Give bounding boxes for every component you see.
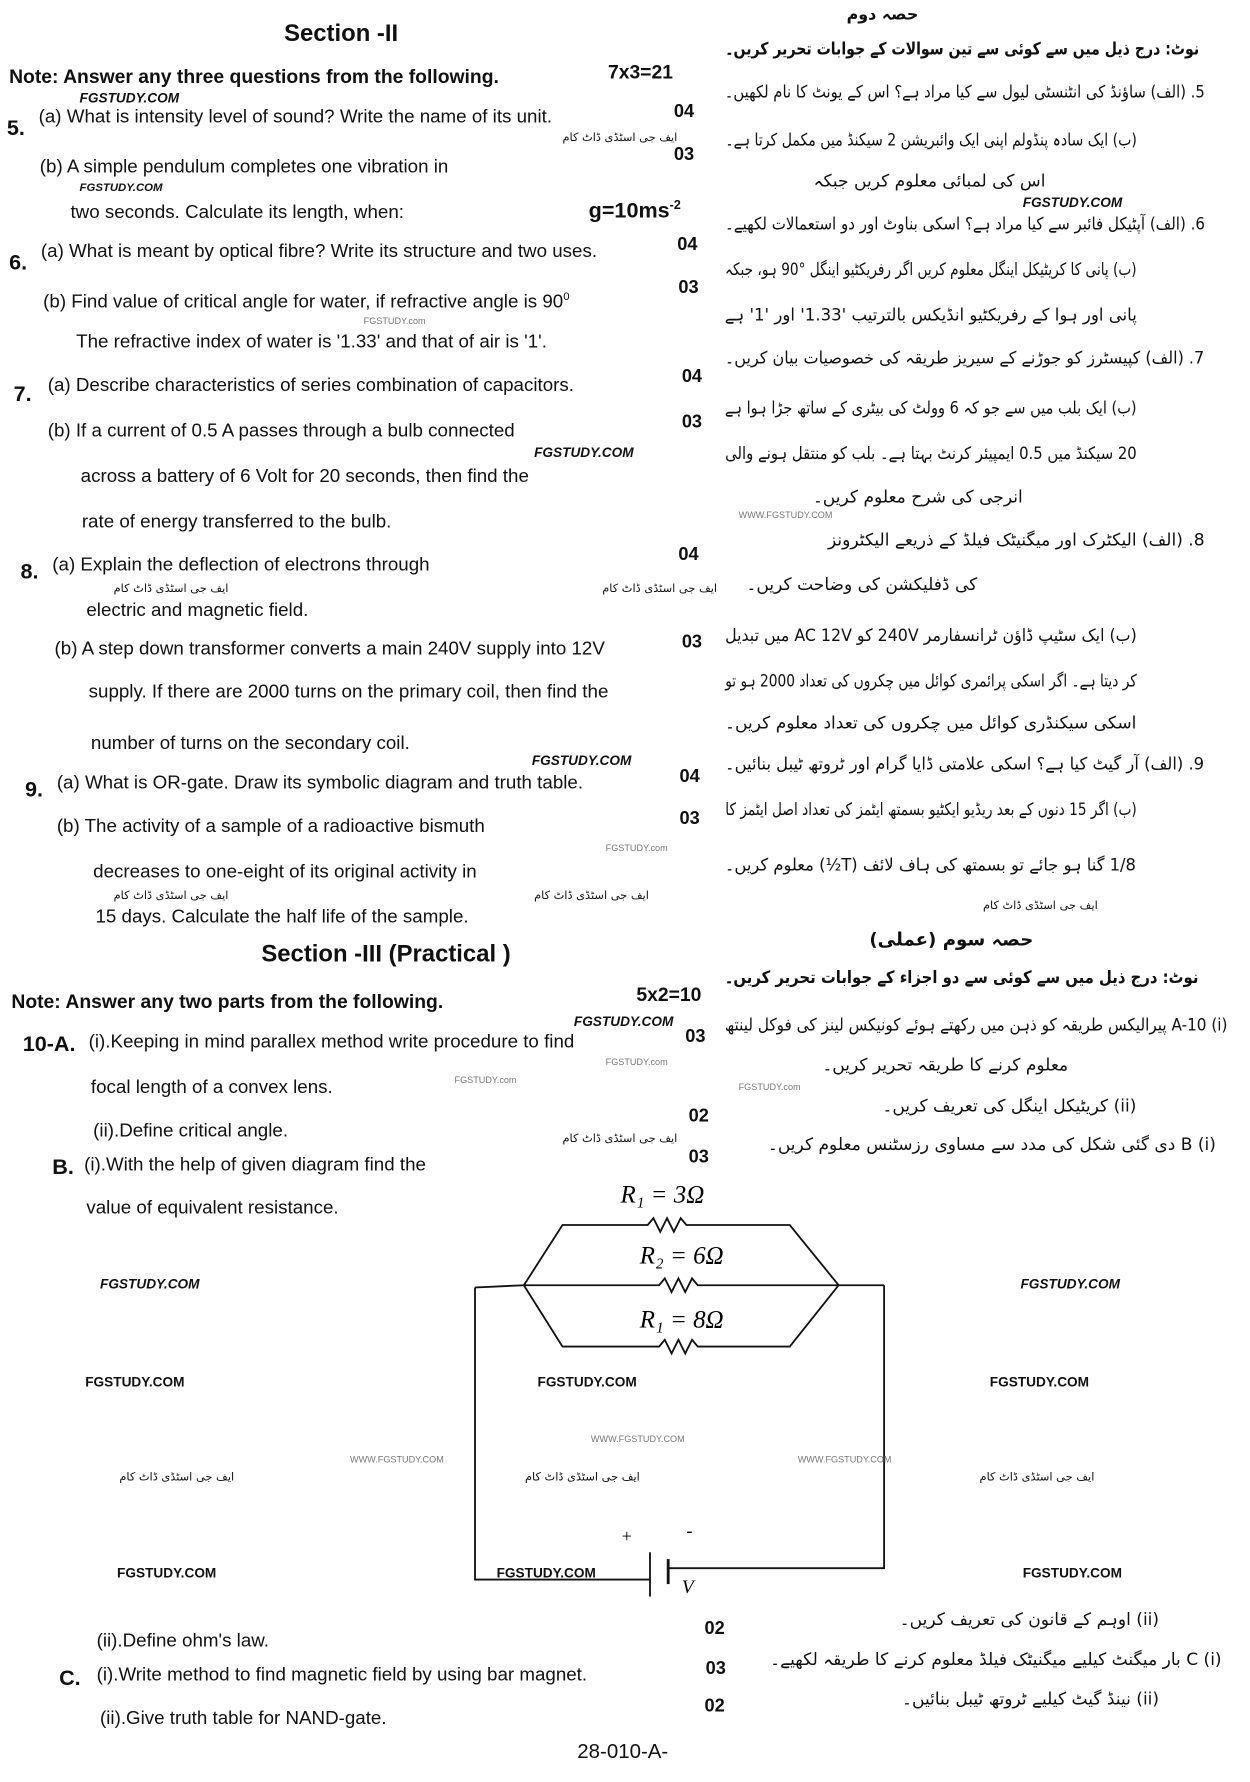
- wire-middle: [475, 1278, 884, 1292]
- urdu-q9a: 9. (الف) آر گیٹ کیا ہے؟ اسکی علامتی ڈایا گرام اور ٹروتھ ٹیبل بنائیں۔: [725, 753, 1205, 774]
- watermark-small: FGSTUDY.com: [363, 315, 426, 327]
- urdu-qb-i: B (i) دی گئی شکل کی مدد سے مساوی رزسٹنس معلوم کریں۔: [767, 1134, 1216, 1155]
- urdu-q8a: 8. (الف) الیکٹرک اور میگنیٹک فیلڈ کے ذریعے الیکٹرونز: [828, 529, 1205, 550]
- urdu-q7b-cont2: انرجی کی شرح معلوم کریں۔: [812, 486, 1023, 507]
- qc-number: C.: [59, 1667, 81, 1691]
- q5-b-marks: 03: [673, 145, 695, 165]
- watermark: FGSTUDY.COM: [1022, 194, 1123, 211]
- watermark: FGSTUDY.COM: [99, 1276, 200, 1293]
- qb-i-marks: 03: [688, 1147, 709, 1168]
- qb-ii-marks: 02: [704, 1619, 725, 1639]
- urdu-q5a: 5. (الف) ساؤنڈ کی انٹنسٹی لیول سے کیا مراد ہے؟ اس کے یونٹ کا نام لکھیں۔: [724, 81, 1205, 103]
- watermark-www: WWW.FGSTUDY.COM: [349, 1454, 444, 1465]
- urdu-q6b: (ب) پانی کا کریٹیکل اینگل معلوم کریں اگر رفریکٹیو اینگل °90 ہو، جبکہ: [724, 259, 1137, 280]
- urdu-q9b: (ب) اگر 15 دنوں کے بعد ریڈیو ایکٹیو بسمتھ ایٹمز کی تعداد اصل ایٹمز کا: [724, 798, 1137, 820]
- gravity-value: g=10ms: [588, 199, 670, 224]
- watermark: FGSTUDY.COM: [534, 444, 634, 461]
- watermark: FGSTUDY.COM: [79, 181, 163, 195]
- section-2-note: Note: Answer any three questions from the following.: [9, 65, 499, 88]
- watermark-small: FGSTUDY.com: [605, 1056, 668, 1068]
- urdu-q8b-cont2: اسکی سیکنڈری کوائل میں چکروں کی تعداد معلوم کریں۔: [725, 712, 1137, 733]
- q6-b-marks: 03: [678, 278, 699, 298]
- urdu-q7b: (ب) ایک بلب میں سے جو کہ 6 وولٹ کی بیٹری کے ساتھ جڑا ہوا ہے: [724, 397, 1137, 419]
- section-3-marks: 5x2=10: [636, 984, 702, 1006]
- q7-b-cont: across a battery of 6 Volt for 20 seconds, then find the: [80, 465, 529, 487]
- watermark-urdu: ایف جی اسٹڈی ڈاٹ کام: [979, 1471, 1095, 1485]
- q8-a-marks: 04: [678, 545, 699, 565]
- q5-a-marks: 04: [673, 102, 695, 122]
- urdu-q9b-cont: 1/8 گنا ہو جائے تو بسمتھ کی ہاف لائف (T½) معلوم کریں۔: [725, 854, 1137, 875]
- q8-b-cont2: number of turns on the secondary coil.: [90, 732, 410, 754]
- q7-a: (a) Describe characteristics of series combination of capacitors.: [47, 374, 574, 396]
- urdu-section-3-note: نوٹ: درج ذیل میں سے کوئی سے دو اجزاء کے جوابات تحریر کریں۔: [725, 967, 1199, 988]
- watermark: FGSTUDY.COM: [573, 1013, 674, 1030]
- watermark-small: FGSTUDY.com: [454, 1074, 517, 1086]
- urdu-q10a-i-cont: معلوم کرنے کا طریقہ تحریر کریں۔: [822, 1054, 1069, 1075]
- degree-sign: 0: [563, 290, 570, 304]
- section-3-title: Section -III (Practical ): [261, 940, 511, 968]
- q10a-ii: (ii).Define critical angle.: [93, 1120, 289, 1141]
- q9-a-marks: 04: [679, 767, 700, 787]
- q6-b-cont: The refractive index of water is '1.33' and that of air is '1'.: [76, 331, 547, 353]
- watermark-www: WWW.FGSTUDY.COM: [797, 1454, 892, 1465]
- watermark-www: WWW.FGSTUDY.COM: [738, 510, 833, 521]
- watermark: FGSTUDY.COM: [1020, 1276, 1120, 1293]
- watermark-small: FGSTUDY.com: [605, 843, 668, 854]
- watermark-urdu: ایف جی اسٹڈی ڈاٹ کام: [562, 131, 678, 145]
- q8-a-cont: electric and magnetic field.: [86, 599, 309, 621]
- watermark-urdu: ایف جی اسٹڈی ڈاٹ کام: [113, 889, 229, 903]
- q8-b-marks: 03: [681, 632, 703, 653]
- watermark: FGSTUDY.COM: [531, 752, 632, 769]
- q7-a-marks: 04: [681, 367, 703, 387]
- q9-b-marks: 03: [679, 809, 700, 829]
- q10a-i: (i).Keeping in mind parallex method write procedure to find: [88, 1031, 575, 1053]
- q9-number: 9.: [24, 778, 44, 803]
- section-2-marks: 7x3=21: [607, 61, 673, 83]
- watermark-urdu: ایف جی اسٹڈی ڈاٹ کام: [562, 1132, 678, 1146]
- q10a-number: 10-A.: [22, 1032, 76, 1057]
- qb-i-cont: value of equivalent resistance.: [86, 1197, 339, 1219]
- battery-plus: +: [620, 1526, 633, 1547]
- watermark-urdu: ایف جی اسٹڈی ڈاٹ کام: [524, 1471, 640, 1485]
- urdu-q6a: 6. (الف) آپٹیکل فائبر سے کیا مراد ہے؟ اسکی بناوٹ اور دو استعمالات لکھیے۔: [724, 213, 1205, 235]
- urdu-q8b-cont: کر دیتا ہے۔ اگر اسکی پرائمری کوائل میں چکروں کی تعداد 2000 ہو تو: [724, 670, 1137, 691]
- q5-number: 5.: [6, 117, 25, 141]
- q7-b-cont2: rate of energy transferred to the bulb.: [81, 511, 392, 532]
- urdu-q6b-cont: پانی اور ہوا کے رفریکٹیو انڈیکس بالترتیب '1.33' اور '1' ہے: [724, 304, 1137, 325]
- gravity-exponent: -2: [669, 198, 681, 213]
- q10a-i-cont: focal length of a convex lens.: [90, 1077, 333, 1098]
- watermark: FGSTUDY.COM: [117, 1564, 217, 1581]
- watermark: FGSTUDY.COM: [989, 1373, 1090, 1390]
- q6-a: (a) What is meant by optical fibre? Write its structure and two uses.: [40, 240, 598, 262]
- paper-code: 28-010-A-: [577, 1739, 669, 1763]
- q8-b-cont: supply. If there are 2000 turns on the primary coil, then find the: [88, 681, 609, 703]
- section-3-note: Note: Answer any two parts from the following.: [11, 990, 444, 1013]
- urdu-qc-i: C (i) بار میگنٹ کیلیے میگنیٹک فیلڈ معلوم کرنے کا طریقہ لکھیے۔: [770, 1648, 1222, 1670]
- urdu-section-2-note: نوٹ: درج ذیل میں سے کوئی سے تین سوالات کے جوابات تحریر کریں۔: [724, 38, 1199, 60]
- watermark-urdu: ایف جی اسٹڈی ڈاٹ کام: [119, 1471, 235, 1485]
- r1-label: R₁ = 3Ω: [620, 1181, 705, 1209]
- q5-b: (b) A simple pendulum completes one vibration in: [39, 156, 449, 178]
- watermark: FGSTUDY.COM: [85, 1373, 185, 1390]
- urdu-q10a-ii: (ii) کریٹیکل اینگل کی تعریف کریں۔: [882, 1095, 1137, 1116]
- q7-b-marks: 03: [681, 412, 703, 432]
- watermark-www: WWW.FGSTUDY.COM: [590, 1434, 685, 1445]
- q8-b: (b) A step down transformer converts a main 240V supply into 12V: [54, 638, 605, 660]
- qb-number: B.: [52, 1155, 74, 1180]
- urdu-qb-ii: (ii) اوہم کے قانون کی تعریف کریں۔: [899, 1609, 1160, 1630]
- q8-a: (a) Explain the deflection of electrons through: [52, 554, 430, 575]
- urdu-q5b: (ب) ایک سادہ پنڈولم اپنی ایک وائبریشن 2 سیکنڈ میں مکمل کرتا ہے۔: [724, 129, 1137, 150]
- q7-b: (b) If a current of 0.5 A passes through a bulb connected: [47, 420, 515, 441]
- q10a-ii-marks: 02: [688, 1106, 709, 1127]
- r2-label: R₂ = 6Ω: [639, 1242, 724, 1270]
- watermark-urdu: ایف جی اسٹڈی ڈاٹ کام: [602, 582, 718, 596]
- q9-b-cont2: 15 days. Calculate the half life of the sample.: [95, 906, 469, 928]
- qc-i: (i).Write method to find magnetic field by using bar magnet.: [96, 1664, 588, 1686]
- q6-number: 6.: [9, 251, 28, 275]
- q5-a: (a) What is intensity level of sound? Write the name of its unit.: [38, 106, 553, 128]
- watermark-small: FGSTUDY.com: [738, 1081, 801, 1093]
- q9-b: (b) The activity of a sample of a radioactive bismuth: [56, 815, 485, 837]
- urdu-section-3-title: حصہ سوم (عملی): [869, 928, 1034, 950]
- q10a-i-marks: 03: [685, 1027, 706, 1047]
- urdu-q8a-cont: کی ڈفلیکشن کی وضاحت کریں۔: [746, 573, 978, 595]
- urdu-q8b: (ب) ایک سٹیپ ڈاؤن ٹرانسفارمر 240V کو AC 12V میں تبدیل: [724, 624, 1137, 646]
- q9-b-cont: decreases to one-eight of its original activity in: [93, 861, 477, 882]
- q6-a-marks: 04: [677, 235, 698, 255]
- watermark: FGSTUDY.COM: [537, 1373, 637, 1390]
- watermark: FGSTUDY.COM: [79, 89, 180, 106]
- watermark: FGSTUDY.COM: [496, 1564, 596, 1581]
- q8-number: 8.: [20, 560, 39, 585]
- section-2-title: Section -II: [284, 20, 399, 47]
- battery-minus: -: [686, 1520, 693, 1541]
- q9-a: (a) What is OR-gate. Draw its symbolic diagram and truth table.: [56, 772, 584, 794]
- urdu-q7b-cont: 20 سیکنڈ میں 0.5 ایمپیئر کرنٹ بہتا ہے۔ بلب کو منتقل ہونے والی: [724, 443, 1137, 464]
- qc-ii-marks: 02: [704, 1696, 725, 1716]
- urdu-section-2-title: حصہ دوم: [846, 5, 919, 24]
- qb-i: (i).With the help of given diagram find the: [84, 1154, 426, 1175]
- q7-number: 7.: [13, 382, 32, 407]
- watermark-urdu: ایف جی اسٹڈی ڈاٹ کام: [534, 889, 649, 903]
- urdu-qc-ii: (ii) نینڈ گیٹ کیلیے ٹروتھ ٹیبل بنائیں۔: [902, 1688, 1160, 1710]
- watermark-urdu: ایف جی اسٹڈی ڈاٹ کام: [982, 899, 1098, 913]
- watermark: FGSTUDY.COM: [1022, 1564, 1122, 1581]
- urdu-q7a: 7. (الف) کپیسٹرز کو جوڑنے کے سیریز طریقہ کی خصوصیات بیان کریں۔: [725, 347, 1205, 369]
- r3-label: R₁ = 8Ω: [639, 1306, 724, 1334]
- urdu-q5b-cont: اس کی لمبائی معلوم کریں جبکہ: [813, 170, 1046, 191]
- q5-b-cont: two seconds. Calculate its length, when:: [70, 202, 404, 223]
- qc-ii: (ii).Give truth table for NAND-gate.: [99, 1707, 387, 1729]
- urdu-q10a-i: A-10 (i) پیرالیکس طریقہ کو ذہن میں رکھتے ہوئے کونیکس لینز کی فوکل لینتھ: [724, 1014, 1228, 1036]
- battery-voltage-label: V: [681, 1577, 694, 1599]
- q6-b-text: (b) Find value of critical angle for water, if refractive angle is 90: [43, 291, 564, 312]
- qc-i-marks: 03: [705, 1659, 726, 1679]
- watermark-urdu: ایف جی اسٹڈی ڈاٹ کام: [113, 582, 229, 596]
- qb-ii: (ii).Define ohm's law.: [96, 1630, 269, 1652]
